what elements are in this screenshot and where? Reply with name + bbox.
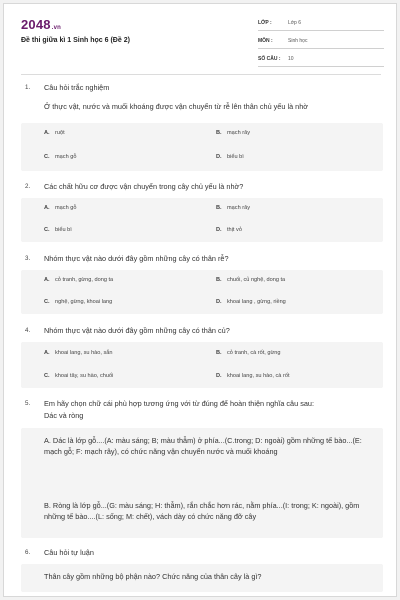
- options-box: [21, 342, 383, 388]
- question-title-line-2: Dác và ròng: [44, 411, 84, 420]
- exam-page: [3, 3, 397, 597]
- header-divider: [21, 74, 381, 75]
- question-title: Nhóm thực vật nào dưới đây gồm những cây có thân rễ?: [44, 254, 229, 263]
- option-d[interactable]: [216, 154, 244, 160]
- option-text: mạch gỗ: [55, 154, 77, 160]
- question-number: 5.: [25, 400, 31, 407]
- meta-value: Lớp 6: [288, 20, 302, 26]
- option-text: khoai lang, su hào, cà rốt: [227, 373, 290, 379]
- question-title: Câu hỏi trắc nghiệm: [44, 83, 110, 92]
- meta-value: 10: [288, 56, 294, 62]
- logo-text: 2048: [21, 17, 51, 32]
- option-letter: B.: [216, 277, 222, 283]
- option-letter: C.: [44, 227, 50, 233]
- meta-label: LỚP :: [258, 20, 272, 26]
- page-header: [4, 4, 397, 78]
- option-b[interactable]: [216, 130, 250, 136]
- meta-label: MÔN :: [258, 38, 273, 44]
- options-box: [21, 123, 383, 171]
- question-text: Ở thực vật, nước và muối khoáng được vận chuyển từ rễ lên thân chủ yếu là nhờ: [44, 102, 309, 111]
- exam-title: Đề thi giữa kì 1 Sinh học 6 (Đề 2): [21, 37, 130, 44]
- option-text: thịt vỏ: [227, 227, 242, 233]
- option-text: nghệ, gừng, khoai lang: [55, 299, 113, 305]
- option-a[interactable]: [44, 350, 113, 356]
- question-title: Câu hỏi tự luận: [44, 548, 94, 557]
- option-text: cỏ tranh, cà rốt, gừng: [227, 350, 281, 356]
- option-letter: B.: [216, 130, 222, 136]
- option-d[interactable]: [216, 227, 242, 233]
- option-text: khoai lang , gừng, riềng: [227, 299, 286, 305]
- option-text: khoai tây, su hào, chuối: [55, 373, 114, 379]
- question-text: Thân cây gồm những bộ phận nào? Chức năng của thân cây là gì?: [44, 572, 262, 581]
- option-letter: A.: [44, 205, 50, 211]
- option-letter: A.: [44, 350, 50, 356]
- paragraph-b: B. Ròng là lớp gỗ...(G: màu sáng; H: thẫm), rắn chắc hơn rác, nằm phía...(I: trong; K: ngoài), gồm những tế bào....(L: sống; M: chết), vách dày có chức năng đỡ cây: [44, 501, 360, 521]
- question-number: 4.: [25, 327, 31, 334]
- option-a[interactable]: [44, 277, 113, 283]
- option-text: cỏ tranh, gừng, dong ta: [55, 277, 114, 283]
- option-b[interactable]: [216, 205, 250, 211]
- option-text: biểu bì: [227, 154, 244, 160]
- option-text: mạch rây: [227, 130, 251, 136]
- option-a[interactable]: [44, 130, 65, 136]
- meta-label: SỐ CÂU :: [258, 56, 281, 62]
- option-letter: B.: [216, 350, 222, 356]
- option-letter: D.: [216, 227, 222, 233]
- option-text: biểu bì: [55, 227, 72, 233]
- option-letter: D.: [216, 154, 222, 160]
- option-letter: A.: [44, 277, 50, 283]
- question-number: 3.: [25, 255, 31, 262]
- exam-meta: [258, 18, 384, 72]
- option-d[interactable]: [216, 299, 286, 305]
- option-c[interactable]: [44, 154, 76, 160]
- option-text: ruột: [55, 130, 65, 136]
- option-letter: D.: [216, 373, 222, 379]
- option-letter: A.: [44, 130, 50, 136]
- question-title: Các chất hữu cơ được vận chuyển trong cây chủ yếu là nhờ?: [44, 182, 244, 191]
- option-b[interactable]: [216, 350, 281, 356]
- option-text: mạch rây: [227, 205, 251, 211]
- option-text: khoai lang, su hào, sắn: [55, 350, 113, 356]
- option-c[interactable]: [44, 299, 112, 305]
- question-title: Nhóm thực vật nào dưới đây gồm những cây có thân củ?: [44, 326, 230, 335]
- option-letter: B.: [216, 205, 222, 211]
- question-number: 1.: [25, 84, 31, 91]
- option-c[interactable]: [44, 227, 72, 233]
- option-letter: C.: [44, 299, 50, 305]
- option-c[interactable]: [44, 373, 113, 379]
- logo-suffix: .vn: [51, 25, 62, 31]
- option-text: mạch gỗ: [55, 205, 77, 211]
- option-a[interactable]: [44, 205, 76, 211]
- option-letter: D.: [216, 299, 222, 305]
- meta-value: Sinh học: [288, 38, 308, 44]
- option-letter: C.: [44, 373, 50, 379]
- question-number: 6.: [25, 549, 31, 556]
- logo[interactable]: [21, 17, 61, 32]
- paragraph-a: A. Dác là lớp gỗ....(A: màu sáng; B; màu thẫm) ở phía...(C.trong; D: ngoài) gồm những tế bào...(E: mạch gỗ; F: mạch rây), có chức năng vận chuyển nước và muối khoáng: [44, 436, 362, 456]
- question-title-line-1: Em hãy chọn chữ cái phù hợp tương ứng với từ đúng để hoàn thiện nghĩa câu sau:: [44, 399, 314, 408]
- meta-count-row: [258, 54, 384, 67]
- meta-subject-row: [258, 36, 384, 49]
- meta-class-row: [258, 18, 384, 31]
- option-b[interactable]: [216, 277, 285, 283]
- question-number: 2.: [25, 183, 31, 190]
- option-d[interactable]: [216, 373, 290, 379]
- option-text: chuối, củ nghệ, dong ta: [227, 277, 286, 283]
- option-letter: C.: [44, 154, 50, 160]
